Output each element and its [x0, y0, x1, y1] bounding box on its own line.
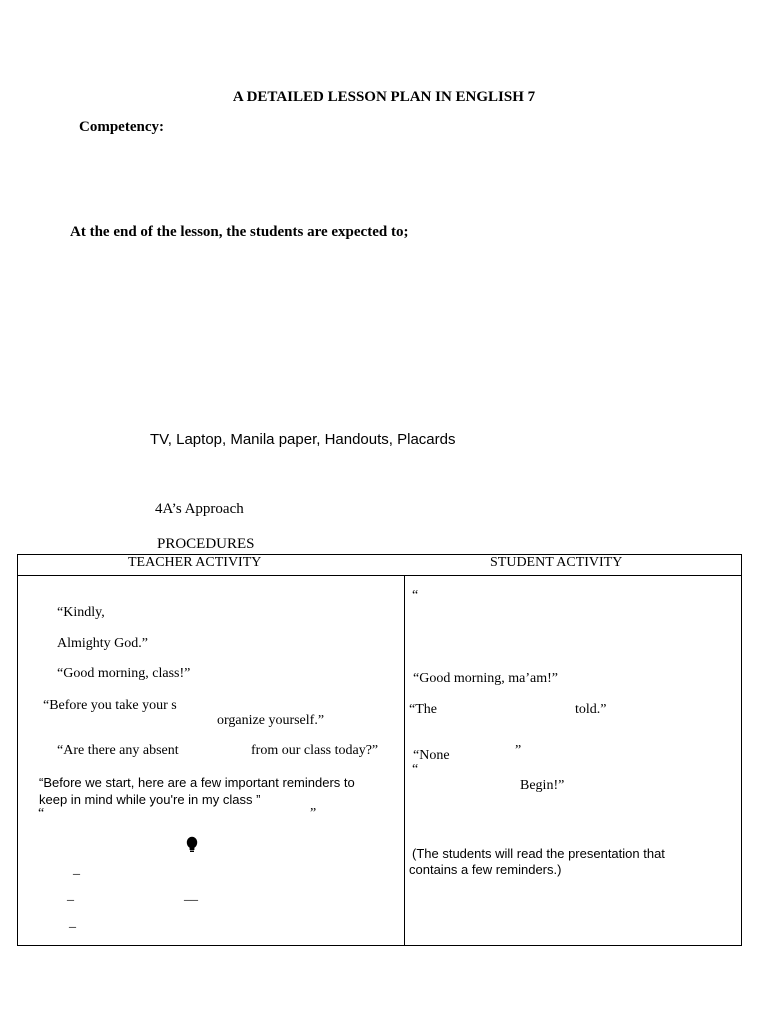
student-open-quote-1: “ — [412, 588, 419, 603]
teacher-absent-line-b: from our class today?” — [251, 743, 379, 758]
teacher-blank-3: __ — [184, 888, 198, 903]
teacher-seat-line: “Before you take your s — [43, 698, 177, 713]
student-told-line: told.” — [575, 702, 607, 717]
student-greeting-line: “Good morning, ma’am!” — [413, 671, 559, 686]
teacher-reminders-line-2: keep in mind while you're in my class ” — [39, 792, 261, 807]
teacher-greeting-line: “Good morning, class!” — [57, 666, 191, 681]
lightbulb-icon — [184, 836, 200, 854]
competency-label: Competency: — [79, 119, 164, 135]
student-none-line: “None — [413, 748, 450, 763]
table-header-divider — [18, 575, 741, 576]
procedures-label: PROCEDURES — [157, 536, 255, 552]
teacher-blank-4: _ — [69, 915, 76, 930]
student-the-line: “The — [409, 702, 437, 717]
teacher-blank-1: _ — [73, 862, 80, 877]
student-activity-header: STUDENT ACTIVITY — [490, 555, 623, 570]
teacher-blank-2: _ — [67, 888, 74, 903]
materials-list: TV, Laptop, Manila paper, Handouts, Placards — [150, 431, 456, 448]
teacher-close-quote: ” — [310, 806, 317, 821]
student-none-close-quote: ” — [515, 743, 522, 758]
teacher-absent-line-a: “Are there any absent — [57, 743, 179, 758]
teacher-open-quote: “ — [38, 806, 45, 821]
table-column-divider — [404, 575, 405, 945]
teacher-kindly-line: “Kindly, — [57, 605, 105, 620]
student-read-line-2: contains a few reminders.) — [409, 862, 562, 877]
teacher-reminders-line-1: “Before we start, here are a few important reminders to — [39, 775, 355, 790]
teacher-organize-line: organize yourself.” — [217, 713, 325, 728]
student-begin-line: Begin!” — [520, 778, 565, 793]
student-read-line-1: (The students will read the presentation that — [412, 846, 665, 861]
student-open-quote-2: “ — [412, 762, 419, 777]
document-title: A DETAILED LESSON PLAN IN ENGLISH 7 — [232, 89, 536, 105]
objective-intro: At the end of the lesson, the students are expected to; — [70, 224, 409, 240]
teacher-prayer-line: Almighty God.” — [57, 636, 148, 651]
teacher-activity-header: TEACHER ACTIVITY — [128, 555, 262, 570]
approach-text: 4A’s Approach — [155, 501, 244, 517]
